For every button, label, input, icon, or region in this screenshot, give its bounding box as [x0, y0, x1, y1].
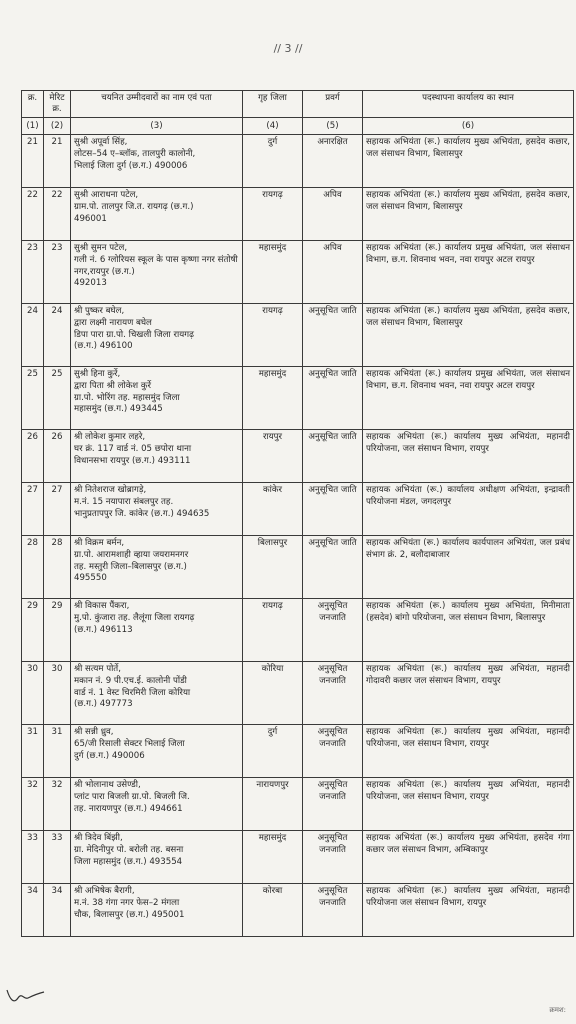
- category: अनुसूचित जाति: [303, 430, 363, 483]
- page-number: // 3 //: [273, 42, 303, 55]
- table-row: [22, 135, 574, 188]
- column-index: (3): [71, 118, 243, 135]
- candidate-name-address: श्री त्रिदेव बिंझी, ग्रा. मेदिनीपुर पो. बरोली तह. बसना जिला महासमुंद (छ.ग.) 493554: [71, 831, 243, 884]
- home-district: दुर्ग: [243, 135, 303, 188]
- merit-number: 31: [44, 725, 71, 778]
- candidate-name-address: सुश्री सुमन पटेल, गली नं. 6 ग्लोरियस स्कूल के पास कृष्णा नगर संतोषी नगर,रायपुर (छ.ग.) 492013: [71, 241, 243, 304]
- home-district: नारायणपुर: [243, 778, 303, 831]
- column-index: (4): [243, 118, 303, 135]
- posting-office: सहायक अभियंता (रू.) कार्यालय मुख्य अभियंता, महानदी परियोजना, जल संसाधन विभाग, रायपुर: [363, 430, 574, 483]
- posting-office: सहायक अभियंता (रू.) कार्यालय मुख्य अभियंता, हसदेव कछार, जल संसाधन विभाग, बिलासपुर: [363, 135, 574, 188]
- merit-number: 34: [44, 884, 71, 937]
- home-district: कोरबा: [243, 884, 303, 937]
- table-row: [22, 725, 574, 778]
- posting-office: सहायक अभियंता (रू.) कार्यालय कार्यपालन अभियंता, जल प्रबंध संभाग क्रं. 2, बलौदाबाजार: [363, 536, 574, 599]
- table-row: [22, 536, 574, 599]
- category: अनुसूचित जाति: [303, 483, 363, 536]
- home-district: रायगढ़: [243, 188, 303, 241]
- category: अनुसूचित जनजाति: [303, 725, 363, 778]
- table-row: [22, 430, 574, 483]
- column-index-row: [22, 118, 574, 135]
- serial-number: 27: [22, 483, 44, 536]
- posting-office: सहायक अभियंता (रू.) कार्यालय मुख्य अभियंता, महानदी परियोजना, जल संसाधन विभाग, रायपुर: [363, 778, 574, 831]
- serial-number: 25: [22, 367, 44, 430]
- serial-number: 28: [22, 536, 44, 599]
- category: अनुसूचित जाति: [303, 367, 363, 430]
- column-index: (6): [363, 118, 574, 135]
- footer-note: क्रमश:: [549, 1006, 566, 1014]
- candidate-name-address: सुश्री हिना कुर्रे, द्वारा पिता श्री लोकेश कुर्रे ग्रा.पो. भोरिंग तह. महासमुंद जिला महासमुंद (छ.ग.) 493445: [71, 367, 243, 430]
- header-merit: मेरिट क्र.: [44, 91, 71, 118]
- merit-number: 21: [44, 135, 71, 188]
- candidate-name-address: श्री नितेशराज खोब्रागड़े, म.नं. 15 नयापारा संबलपुर तह. भानुप्रतापपुर जि. कांकेर (छ.ग.) 494635: [71, 483, 243, 536]
- candidate-name-address: श्री पुष्कर बघेल, द्वारा लक्ष्मी नारायण बघेल डिपा पारा ग्रा.पो. चिखली जिला रायगढ़ (छ.ग.) 496100: [71, 304, 243, 367]
- home-district: महासमुंद: [243, 367, 303, 430]
- category: अनुसूचित जनजाति: [303, 884, 363, 937]
- category: अपिव: [303, 188, 363, 241]
- merit-number: 32: [44, 778, 71, 831]
- header-candidate: चयनित उम्मीदवारों का नाम एवं पता: [71, 91, 243, 118]
- serial-number: 21: [22, 135, 44, 188]
- candidate-name-address: श्री लोकेश कुमार लहरे, घर क्रं. 117 वार्ड नं. 05 छपोरा थाना विधानसभा रायपुर (छ.ग.) 493111: [71, 430, 243, 483]
- category: अनुसूचित जाति: [303, 304, 363, 367]
- posting-office: सहायक अभियंता (रू.) कार्यालय प्रमुख अभियंता, जल संसाधन विभाग, छ.ग. शिवनाथ भवन, नवा रायपुर अटल रायपुर: [363, 241, 574, 304]
- serial-number: 32: [22, 778, 44, 831]
- posting-office: सहायक अभियंता (रू.) कार्यालय मुख्य अभियंता, हसदेव गंगा कछार जल संसाधन विभाग, अम्बिकापुर: [363, 831, 574, 884]
- table-row: [22, 778, 574, 831]
- posting-office: सहायक अभियंता (रू.) कार्यालय मुख्य अभियंता, हसदेव कछार, जल संसाधन विभाग, बिलासपुर: [363, 304, 574, 367]
- category: अनुसूचित जाति: [303, 536, 363, 599]
- home-district: रायगढ़: [243, 304, 303, 367]
- home-district: कोरिया: [243, 662, 303, 725]
- merit-number: 29: [44, 599, 71, 662]
- merit-number: 26: [44, 430, 71, 483]
- table-row: [22, 831, 574, 884]
- merit-number: 27: [44, 483, 71, 536]
- table-row: [22, 241, 574, 304]
- column-index: (2): [44, 118, 71, 135]
- merit-number: 30: [44, 662, 71, 725]
- candidate-name-address: श्री भोलानाथ उसेण्डी, प्लांट पारा बिजली ग्रा.पो. बिजली जि. तह. नारायणपुर (छ.ग.) 494661: [71, 778, 243, 831]
- posting-office: सहायक अभियंता (रू.) कार्यालय मुख्य अभियंता, मिनीमाता (हसदेव) बांगो परियोजना, जल संसाधन विभाग, बिलासपुर: [363, 599, 574, 662]
- table-row: [22, 367, 574, 430]
- category: अनुसूचित जनजाति: [303, 778, 363, 831]
- posting-office: सहायक अभियंता (रू.) कार्यालय मुख्य अभियंता, महानदी गोदावरी कछार जल संसाधन विभाग, रायपुर: [363, 662, 574, 725]
- home-district: रायगढ़: [243, 599, 303, 662]
- category: अनारक्षित: [303, 135, 363, 188]
- home-district: महासमुंद: [243, 831, 303, 884]
- home-district: दुर्ग: [243, 725, 303, 778]
- table-row: [22, 304, 574, 367]
- table-body: [22, 135, 574, 937]
- column-index: (5): [303, 118, 363, 135]
- signature-icon: [4, 986, 50, 1008]
- posting-office: सहायक अभियंता (रू.) कार्यालय अधीक्षण अभियंता, इन्द्रावती परियोजना मंडल, जगदलपुर: [363, 483, 574, 536]
- merit-number: 23: [44, 241, 71, 304]
- column-index: (1): [22, 118, 44, 135]
- category: अनुसूचित जनजाति: [303, 831, 363, 884]
- table-row: [22, 599, 574, 662]
- table-row: [22, 884, 574, 937]
- home-district: बिलासपुर: [243, 536, 303, 599]
- header-row: [22, 91, 574, 118]
- serial-number: 30: [22, 662, 44, 725]
- header-sr: क्र.: [22, 91, 44, 118]
- candidate-name-address: श्री सन्नी ध्रुव, 65/जी रिसाली सेक्टर भिलाई जिला दुर्ग (छ.ग.) 490006: [71, 725, 243, 778]
- selection-list-table: [21, 90, 574, 937]
- posting-office: सहायक अभियंता (रू.) कार्यालय मुख्य अभियंता, महानदी परियोजना, जल संसाधन विभाग, रायपुर: [363, 725, 574, 778]
- home-district: रायपुर: [243, 430, 303, 483]
- category: अपिव: [303, 241, 363, 304]
- category: अनुसूचित जनजाति: [303, 599, 363, 662]
- table-row: [22, 662, 574, 725]
- candidate-name-address: श्री सत्यम पोर्ते, मकान नं. 9 पी.एच.ई. कालोनी पोंडी वार्ड नं. 1 वेस्ट चिरमिरी जिला कोरिया (छ.ग.) 497773: [71, 662, 243, 725]
- home-district: कांकेर: [243, 483, 303, 536]
- merit-number: 22: [44, 188, 71, 241]
- candidate-name-address: श्री अभिषेक बैरागी, म.नं. 38 गंगा नगर फेस–2 मंगला चौक, बिलासपुर (छ.ग.) 495001: [71, 884, 243, 937]
- serial-number: 24: [22, 304, 44, 367]
- posting-office: सहायक अभियंता (रू.) कार्यालय मुख्य अभियंता, महानदी परियोजना जल संसाधन विभाग, रायपुर: [363, 884, 574, 937]
- header-category: प्रवर्ग: [303, 91, 363, 118]
- table-row: [22, 188, 574, 241]
- merit-number: 33: [44, 831, 71, 884]
- candidate-name-address: सुश्री अपूर्वा सिंह, लोटस–54 ए–ब्लॉक, तालपुरी कालोनी, भिलाई जिला दुर्ग (छ.ग.) 490006: [71, 135, 243, 188]
- posting-office: सहायक अभियंता (रू.) कार्यालय मुख्य अभियंता, हसदेव कछार, जल संसाधन विभाग, बिलासपुर: [363, 188, 574, 241]
- merit-number: 24: [44, 304, 71, 367]
- candidate-name-address: श्री विकास पैंकरा, मु.पो. कुंजारा तह. लैलूंगा जिला रायगढ़ (छ.ग.) 496113: [71, 599, 243, 662]
- table-header: [22, 91, 574, 135]
- category: अनुसूचित जनजाति: [303, 662, 363, 725]
- serial-number: 22: [22, 188, 44, 241]
- serial-number: 34: [22, 884, 44, 937]
- serial-number: 31: [22, 725, 44, 778]
- serial-number: 29: [22, 599, 44, 662]
- posting-office: सहायक अभियंता (रू.) कार्यालय प्रमुख अभियंता, जल संसाधन विभाग, छ.ग. शिवनाथ भवन, नवा रायपुर अटल रायपुर: [363, 367, 574, 430]
- table-row: [22, 483, 574, 536]
- serial-number: 26: [22, 430, 44, 483]
- merit-number: 28: [44, 536, 71, 599]
- header-district: गृह जिला: [243, 91, 303, 118]
- merit-number: 25: [44, 367, 71, 430]
- serial-number: 23: [22, 241, 44, 304]
- header-office: पदस्थापना कार्यालय का स्थान: [363, 91, 574, 118]
- candidate-name-address: सुश्री आराधना पटेल, ग्राम.पो. तालपुर जि.त. रायगढ़ (छ.ग.) 496001: [71, 188, 243, 241]
- candidate-name-address: श्री विक्रम बर्मन, ग्रा.पो. आरामशाही व्हाया जयरामनगर तह. मस्तुरी जिला–बिलासपुर (छ.ग.) 495550: [71, 536, 243, 599]
- serial-number: 33: [22, 831, 44, 884]
- home-district: महासमुंद: [243, 241, 303, 304]
